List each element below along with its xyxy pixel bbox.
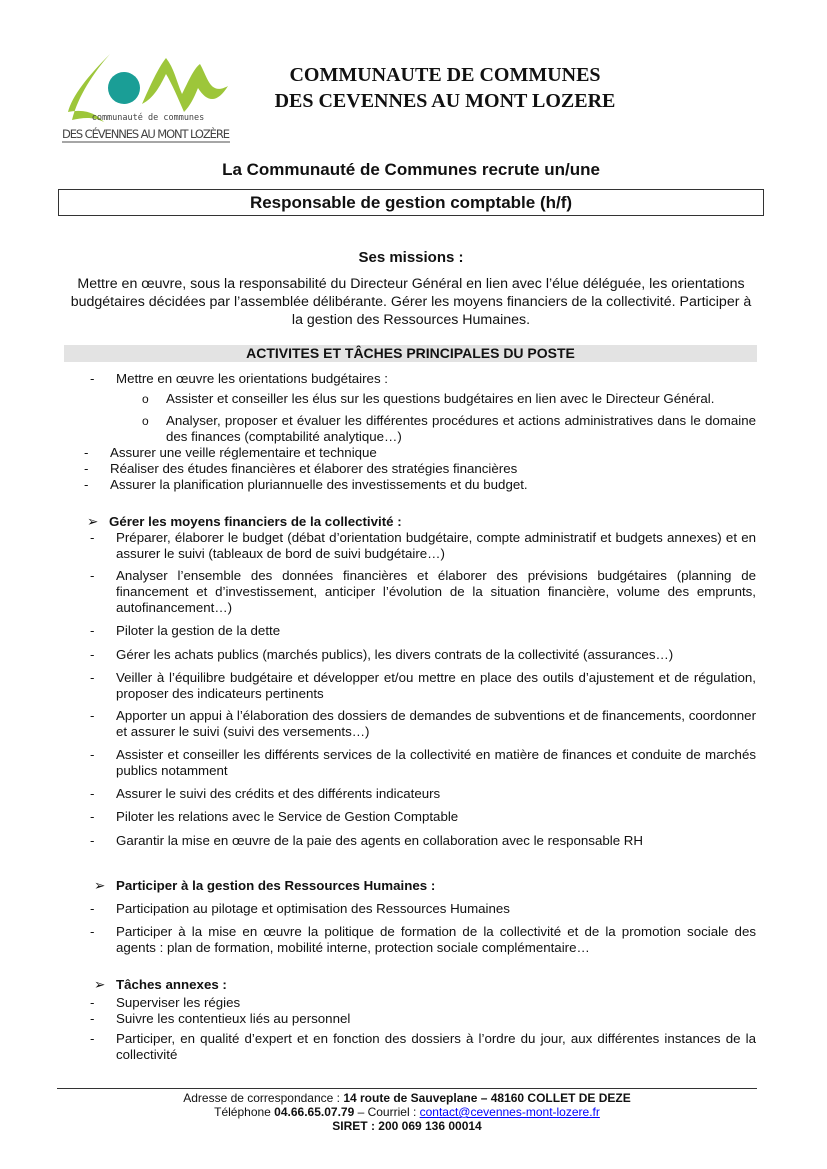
recruit-heading: La Communauté de Communes recrute un/une xyxy=(222,160,600,179)
list-item: - Assurer la planification pluriannuelle des investissements et du budget. xyxy=(84,477,528,492)
item-text: Assurer une veille réglementaire et technique xyxy=(110,445,377,460)
org-line-1: COMMUNAUTE DE COMMUNES xyxy=(289,64,601,86)
list-item: - Piloter la gestion de la dette xyxy=(90,623,281,638)
heading-text: Participer à la gestion des Ressources Humaines : xyxy=(116,878,436,893)
list-item: - Participer à la mise en œuvre la politique de formation de la collectivité et de la promotion sociale des agents : plan de formation, mobilité interne, protection sociale complémentaire… xyxy=(90,924,756,955)
siret: SIRET : 200 069 136 00014 xyxy=(332,1119,482,1133)
list-item: - Participer, en qualité d’expert et en fonction des dossiers à l’ordre du jour, aux différentes instances de la collectivité xyxy=(90,1031,756,1062)
item-text: Participation au pilotage et optimisation des Ressources Humaines xyxy=(116,901,510,916)
heading-text: Gérer les moyens financiers de la collectivité : xyxy=(109,514,402,529)
arrow-icon: ➢ xyxy=(87,514,99,529)
footer-divider xyxy=(57,1088,757,1089)
phone-label: Téléphone xyxy=(214,1105,275,1119)
item-text: Assurer le suivi des crédits et des différents indicateurs xyxy=(116,786,441,801)
item-text: Apporter un appui à l’élaboration des dossiers de demandes de subventions et de financements, coordonner et assurer le suivi (suivi des versements…) xyxy=(116,708,756,739)
item-text: Gérer les achats publics (marchés publics), les divers contrats de la collectivité (assurances…) xyxy=(116,647,674,662)
list-item: - Assurer une veille réglementaire et technique xyxy=(84,445,377,460)
sub-item: o Assister et conseiller les élus sur les questions budgétaires en lien avec le Directeur Général. xyxy=(142,391,715,406)
item-text: Assister et conseiller les différents services de la collectivité en matière de finances et conduite de marchés publics notamment xyxy=(116,747,756,778)
activities-heading: ACTIVITES ET TÂCHES PRINCIPALES DU POSTE xyxy=(64,345,757,362)
heading-text: Tâches annexes : xyxy=(116,977,227,992)
logo xyxy=(58,46,238,146)
item-text: Analyser l’ensemble des données financières et élaborer des prévisions budgétaires (planning de financement et d’investissement, anticiper l’évolution de la situation financière, volume des emprunts, autofinancement…) xyxy=(116,568,756,615)
list-item: - Suivre les contentieux liés au personnel xyxy=(90,1011,351,1026)
address: 14 route de Sauveplane – 48160 COLLET DE DEZE xyxy=(343,1091,631,1105)
item-text: Assurer la planification pluriannuelle des investissements et du budget. xyxy=(110,477,528,492)
list-item: - Superviser les régies xyxy=(90,995,241,1010)
list-item: - Veiller à l’équilibre budgétaire et développer et/ou mettre en place des outils d’ajustement et de régulation, proposer des indicateurs pertinents xyxy=(90,670,756,701)
phone: 04.66.65.07.79 xyxy=(274,1105,355,1119)
list-item: - Apporter un appui à l’élaboration des dossiers de demandes de subventions et de financements, coordonner et assurer le suivi (suivi des versements…) xyxy=(90,708,756,739)
finances-heading xyxy=(87,514,402,530)
arrow-icon: ➢ xyxy=(94,878,106,893)
item-text: Garantir la mise en œuvre de la paie des agents en collaboration avec le responsable RH xyxy=(116,833,643,848)
list-item: - Mettre en œuvre les orientations budgétaires : xyxy=(90,371,388,386)
item-text: Préparer, élaborer le budget (débat d’orientation budgétaire, compte administratif et budgets annexes) et en assurer le suivi (tableaux de bord de suivi budgétaire…) xyxy=(116,530,756,561)
item-text: Superviser les régies xyxy=(116,995,241,1010)
item-text: Assister et conseiller les élus sur les questions budgétaires en lien avec le Directeur Général. xyxy=(166,391,715,406)
annexes-heading xyxy=(94,977,227,993)
rh-heading xyxy=(94,878,436,894)
item-text: Piloter les relations avec le Service de Gestion Comptable xyxy=(116,809,459,824)
list-item: - Réaliser des études financières et élaborer des stratégies financières xyxy=(84,461,518,476)
sub-item: o Analyser, proposer et évaluer les différentes procédures et actions administratives dans le domaine des finances (comptabilité analytique…) xyxy=(142,413,756,444)
item-text: Suivre les contentieux liés au personnel xyxy=(116,1011,351,1026)
list-item: - Assister et conseiller les différents services de la collectivité en matière de finances et conduite de marchés publics notamment xyxy=(90,747,756,778)
missions-text: Mettre en œuvre, sous la responsabilité du Directeur Général en lien avec l’élue déléguée, les orientations budgétaires décidées par l’assemblée délibérante. Gérer les moyens financiers de la collectivité. Participer à la gestion des Ressources Humaines. xyxy=(70,276,752,328)
org-line-2: DES CEVENNES AU MONT LOZERE xyxy=(274,90,616,112)
logo-text-2: DES CÉVENNES AU MONT LOZÈRE xyxy=(62,127,230,141)
email-label: – Courriel : xyxy=(354,1105,420,1119)
list-item: - Préparer, élaborer le budget (débat d’orientation budgétaire, compte administratif et budgets annexes) et en assurer le suivi (tableaux de bord de suivi budgétaire…) xyxy=(90,530,756,561)
list-item: - Gérer les achats publics (marchés publics), les divers contrats de la collectivité (assurances…) xyxy=(90,647,674,662)
address-label: Adresse de correspondance : xyxy=(183,1091,344,1105)
org-name xyxy=(230,62,660,114)
item-text: Mettre en œuvre les orientations budgétaires : xyxy=(116,371,388,386)
missions-heading: Ses missions : xyxy=(358,249,464,266)
list-item: - Analyser l’ensemble des données financières et élaborer des prévisions budgétaires (planning de financement et d’investissement, anticiper l’évolution de la situation financière, volume des emprunts, autofinancement…) xyxy=(90,568,756,615)
item-text: Participer, en qualité d’expert et en fonction des dossiers à l’ordre du jour, aux différentes instances de la collectivité xyxy=(116,1031,756,1062)
item-text: Participer à la mise en œuvre la politique de formation de la collectivité et de la promotion sociale des agents : plan de formation, mobilité interne, protection sociale complémentaire… xyxy=(116,924,756,955)
item-text: Réaliser des études financières et élaborer des stratégies financières xyxy=(110,461,518,476)
job-title: Responsable de gestion comptable (h/f) xyxy=(58,189,764,216)
list-item: - Garantir la mise en œuvre de la paie des agents en collaboration avec le responsable RH xyxy=(90,833,643,848)
item-text: Piloter la gestion de la dette xyxy=(116,623,281,638)
item-text: Veiller à l’équilibre budgétaire et développer et/ou mettre en place des outils d’ajustement et de régulation, proposer des indicateurs pertinents xyxy=(116,670,756,701)
list-item: - Piloter les relations avec le Service de Gestion Comptable xyxy=(90,809,459,824)
email-link[interactable]: contact@cevennes-mont-lozere.fr xyxy=(419,1105,600,1119)
footer xyxy=(57,1091,757,1133)
arrow-icon: ➢ xyxy=(94,977,106,992)
list-item: - Assurer le suivi des crédits et des différents indicateurs xyxy=(90,786,441,801)
list-item: - Participation au pilotage et optimisation des Ressources Humaines xyxy=(90,901,510,916)
logo-text-1: communauté de communes xyxy=(91,113,205,123)
item-text: Analyser, proposer et évaluer les différentes procédures et actions administratives dans le domaine des finances (comptabilité analytique…) xyxy=(166,413,756,444)
